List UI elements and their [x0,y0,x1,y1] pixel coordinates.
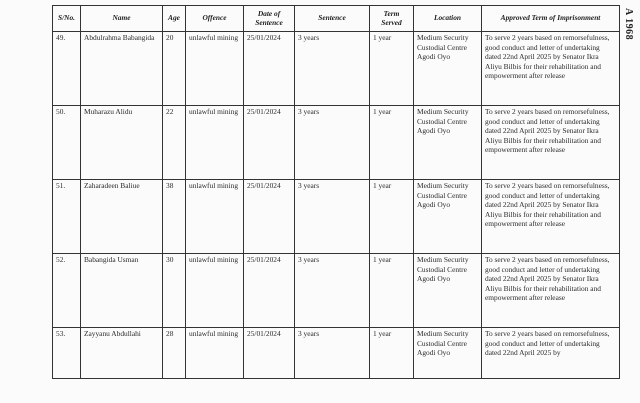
cell-term-served: 1 year [370,180,414,254]
cell-location: Medium Security Custodial Centre Agodi Oyo [414,328,482,379]
header-sno: S/No. [53,6,81,32]
cell-offence: unlawful mining [186,254,244,328]
cell-sentence: 3 years [295,328,370,379]
cell-date: 25/01/2024 [244,106,295,180]
cell-location: Medium Security Custodial Centre Agodi Oyo [414,180,482,254]
cell-sno: 50. [53,106,81,180]
cell-age: 20 [163,32,186,106]
header-sentence: Sentence [295,6,370,32]
cell-sno: 52. [53,254,81,328]
cell-date: 25/01/2024 [244,32,295,106]
cell-offence: unlawful mining [186,328,244,379]
cell-sentence: 3 years [295,254,370,328]
cell-age: 22 [163,106,186,180]
header-approved-term: Approved Term of Imprisonment [482,6,620,32]
table-row [53,32,620,106]
cell-name: Babangida Usman [81,254,163,328]
table-row [53,328,620,379]
table-row [53,180,620,254]
table-row [53,254,620,328]
cell-sno: 49. [53,32,81,106]
table-row [53,106,620,180]
cell-sentence: 3 years [295,106,370,180]
cell-offence: unlawful mining [186,106,244,180]
cell-date: 25/01/2024 [244,328,295,379]
cell-date: 25/01/2024 [244,180,295,254]
cell-sno: 53. [53,328,81,379]
cell-approved-term: To serve 2 years based on remorsefulness, good conduct and letter of undertaking dated 22nd April 2025 by Senator Ikra Aliyu Bilbis for their rehabilitation and empowerment after release [482,180,620,254]
cell-name: Zaharadeen Baliue [81,180,163,254]
cell-sno: 51. [53,180,81,254]
cell-location: Medium Security Custodial Centre Agodi Oyo [414,254,482,328]
cell-age: 38 [163,180,186,254]
header-location: Location [414,6,482,32]
cell-term-served: 1 year [370,106,414,180]
header-name: Name [81,6,163,32]
cell-location: Medium Security Custodial Centre Agodi Oyo [414,32,482,106]
cell-date: 25/01/2024 [244,254,295,328]
cell-name: Abdulrahma Babangida [81,32,163,106]
cell-term-served: 1 year [370,254,414,328]
cell-term-served: 1 year [370,32,414,106]
cell-name: Muharazu Alidu [81,106,163,180]
table-header-row [53,6,620,32]
cell-sentence: 3 years [295,32,370,106]
cell-sentence: 3 years [295,180,370,254]
cell-approved-term: To serve 2 years based on remorsefulness, good conduct and letter of undertaking dated 22nd April 2025 by Senator Ikra Aliyu Bilbis for their rehabilitation and empowerment after release [482,32,620,106]
cell-name: Zayyanu Abdullahi [81,328,163,379]
header-age: Age [163,6,186,32]
cell-age: 28 [163,328,186,379]
cell-location: Medium Security Custodial Centre Agodi Oyo [414,106,482,180]
cell-offence: unlawful mining [186,180,244,254]
page-number: A 1968 [623,8,634,41]
prisoners-table [52,5,620,379]
cell-age: 30 [163,254,186,328]
header-date-of-sentence: Date of Sentence [244,6,295,32]
header-offence: Offence [186,6,244,32]
header-term-served: Term Served [370,6,414,32]
cell-approved-term: To serve 2 years based on remorsefulness, good conduct and letter of undertaking dated 22nd April 2025 by Senator Ikra Aliyu Bilbis for their rehabilitation and empowerment after release [482,254,620,328]
cell-approved-term: To serve 2 years based on remorsefulness, good conduct and letter of undertaking dated 22nd April 2025 by [482,328,620,379]
cell-term-served: 1 year [370,328,414,379]
cell-approved-term: To serve 2 years based on remorsefulness, good conduct and letter of undertaking dated 22nd April 2025 by Senator Ikra Aliyu Bilbis for their rehabilitation and empowerment after release [482,106,620,180]
cell-offence: unlawful mining [186,32,244,106]
